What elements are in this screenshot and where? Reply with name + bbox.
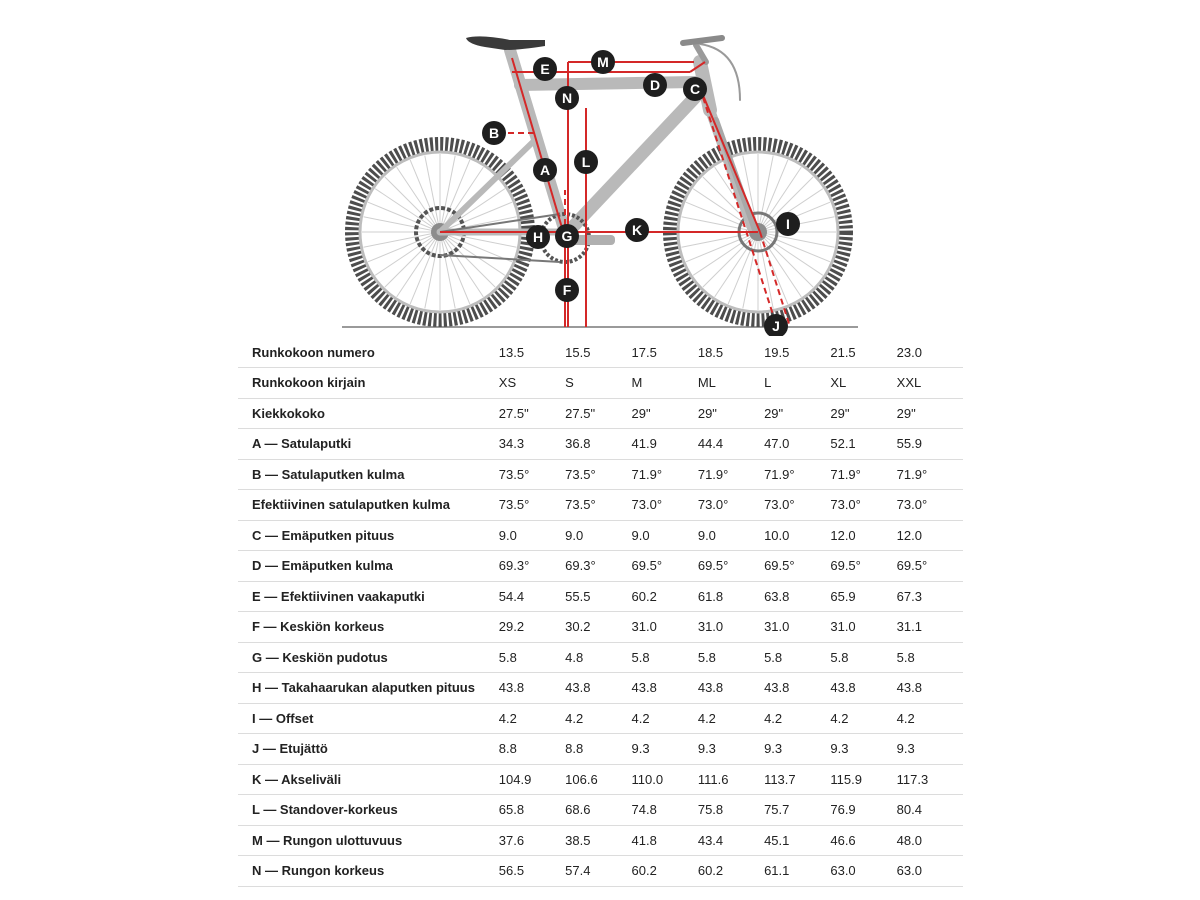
table-cell: 73.0°	[830, 490, 896, 521]
table-cell: 4.2	[632, 703, 698, 734]
table-row	[238, 825, 963, 856]
table-cell: 63.8	[764, 581, 830, 612]
row-label: F — Keskiön korkeus	[238, 612, 499, 643]
table-cell: 46.6	[830, 825, 896, 856]
table-cell: 73.5°	[565, 459, 631, 490]
table-cell: 43.4	[698, 825, 764, 856]
table-cell: 4.2	[698, 703, 764, 734]
svg-text:E: E	[540, 61, 550, 77]
row-label: Kiekkokoko	[238, 398, 499, 429]
row-label: H — Takahaarukan alaputken pituus	[238, 673, 499, 704]
table-cell: 63.0	[830, 856, 896, 887]
table-cell: 111.6	[698, 764, 764, 795]
table-cell: XL	[830, 368, 896, 399]
table-cell: 73.0°	[632, 490, 698, 521]
marker-i	[776, 212, 800, 236]
table-cell: 47.0	[764, 429, 830, 460]
marker-e	[533, 57, 557, 81]
table-cell: 68.6	[565, 795, 631, 826]
table-cell: XXL	[897, 368, 963, 399]
table-cell: 4.2	[499, 703, 565, 734]
table-cell: 75.8	[698, 795, 764, 826]
table-cell: 69.3°	[499, 551, 565, 582]
table-cell: 69.5°	[830, 551, 896, 582]
table-cell: 73.0°	[897, 490, 963, 521]
table-cell: 61.8	[698, 581, 764, 612]
row-label: K — Akseliväli	[238, 764, 499, 795]
row-label: J — Etujättö	[238, 734, 499, 765]
row-label: L — Standover-korkeus	[238, 795, 499, 826]
table-cell: 36.8	[565, 429, 631, 460]
table-cell: 9.3	[764, 734, 830, 765]
table-cell: 41.8	[632, 825, 698, 856]
svg-text:B: B	[488, 125, 500, 141]
table-cell: 38.5	[565, 825, 631, 856]
table-cell: 5.8	[897, 642, 963, 673]
table-row	[238, 551, 963, 582]
table-cell: 73.5°	[499, 459, 565, 490]
table-cell: 117.3	[897, 764, 963, 795]
table-cell: 69.5°	[764, 551, 830, 582]
table-cell: 23.0	[897, 337, 963, 368]
svg-text:M: M	[597, 54, 609, 70]
marker-n	[555, 86, 579, 110]
marker-l	[574, 150, 598, 174]
table-cell: 60.2	[632, 856, 698, 887]
table-cell: 9.0	[499, 520, 565, 551]
table-cell: 31.1	[897, 612, 963, 643]
table-cell: 5.8	[499, 642, 565, 673]
table-cell: 34.3	[499, 429, 565, 460]
row-label: Efektiivinen satulaputken kulma	[238, 490, 499, 521]
marker-k	[625, 218, 649, 242]
table-cell: 56.5	[499, 856, 565, 887]
table-cell: 104.9	[499, 764, 565, 795]
svg-text:N: N	[561, 90, 573, 106]
svg-text:G: G	[561, 228, 573, 244]
table-cell: 43.8	[764, 673, 830, 704]
marker-a	[533, 158, 557, 182]
table-cell: 106.6	[565, 764, 631, 795]
table-cell: 29"	[698, 398, 764, 429]
table-cell: 27.5"	[565, 398, 631, 429]
table-cell: 4.2	[764, 703, 830, 734]
table-cell: 75.7	[764, 795, 830, 826]
table-cell: 43.8	[830, 673, 896, 704]
svg-text:F: F	[562, 282, 572, 298]
bike-geometry-diagram	[0, 0, 1200, 336]
table-row	[238, 490, 963, 521]
table-cell: 9.3	[632, 734, 698, 765]
table-cell: 71.9°	[830, 459, 896, 490]
table-cell: 65.8	[499, 795, 565, 826]
marker-m	[591, 50, 615, 74]
svg-text:L: L	[581, 154, 591, 170]
svg-text:D: D	[649, 77, 661, 93]
svg-text:K: K	[631, 222, 643, 238]
table-cell: 12.0	[897, 520, 963, 551]
table-cell: 48.0	[897, 825, 963, 856]
table-cell: ML	[698, 368, 764, 399]
table-cell: 4.2	[830, 703, 896, 734]
row-label: G — Keskiön pudotus	[238, 642, 499, 673]
table-cell: 43.8	[499, 673, 565, 704]
marker-g	[555, 224, 579, 248]
table-cell: 29"	[897, 398, 963, 429]
table-cell: XS	[499, 368, 565, 399]
marker-h	[526, 225, 550, 249]
table-row	[238, 856, 963, 887]
table-cell: 9.0	[698, 520, 764, 551]
table-cell: 9.3	[830, 734, 896, 765]
table-cell: 43.8	[897, 673, 963, 704]
table-cell: 9.0	[565, 520, 631, 551]
table-cell: 52.1	[830, 429, 896, 460]
row-label: C — Emäputken pituus	[238, 520, 499, 551]
table-cell: 9.3	[897, 734, 963, 765]
table-cell: 43.8	[632, 673, 698, 704]
table-cell: 43.8	[565, 673, 631, 704]
table-cell: 55.9	[897, 429, 963, 460]
table-row	[238, 734, 963, 765]
table-row	[238, 703, 963, 734]
table-cell: 8.8	[565, 734, 631, 765]
table-cell: 10.0	[764, 520, 830, 551]
marker-c	[683, 77, 707, 101]
table-cell: 41.9	[632, 429, 698, 460]
table-row	[238, 673, 963, 704]
table-cell: 73.5°	[499, 490, 565, 521]
table-cell: 43.8	[698, 673, 764, 704]
svg-text:J: J	[772, 318, 780, 334]
table-cell: 31.0	[632, 612, 698, 643]
table-row	[238, 612, 963, 643]
table-cell: 4.2	[897, 703, 963, 734]
row-label: M — Rungon ulottuvuus	[238, 825, 499, 856]
table-cell: 55.5	[565, 581, 631, 612]
table-cell: 27.5"	[499, 398, 565, 429]
table-row	[238, 459, 963, 490]
svg-text:H: H	[532, 229, 544, 245]
table-cell: 69.5°	[698, 551, 764, 582]
table-cell: 8.8	[499, 734, 565, 765]
marker-d	[643, 73, 667, 97]
table-row	[238, 795, 963, 826]
row-label: D — Emäputken kulma	[238, 551, 499, 582]
table-cell: 80.4	[897, 795, 963, 826]
table-row	[238, 337, 963, 368]
row-label: N — Rungon korkeus	[238, 856, 499, 887]
table-cell: 4.8	[565, 642, 631, 673]
table-cell: 60.2	[632, 581, 698, 612]
table-cell: 37.6	[499, 825, 565, 856]
table-cell: 21.5	[830, 337, 896, 368]
table-cell: 73.0°	[698, 490, 764, 521]
table-cell: 74.8	[632, 795, 698, 826]
table-cell: 71.9°	[764, 459, 830, 490]
table-cell: 31.0	[764, 612, 830, 643]
table-cell: 13.5	[499, 337, 565, 368]
table-cell: 4.2	[565, 703, 631, 734]
table-cell: 9.0	[632, 520, 698, 551]
table-cell: 65.9	[830, 581, 896, 612]
table-cell: S	[565, 368, 631, 399]
saddle	[466, 36, 545, 50]
table-cell: 9.3	[698, 734, 764, 765]
table-cell: 45.1	[764, 825, 830, 856]
table-cell: 5.8	[632, 642, 698, 673]
marker-b	[482, 121, 506, 145]
table-cell: 15.5	[565, 337, 631, 368]
row-label: I — Offset	[238, 703, 499, 734]
row-label: Runkokoon numero	[238, 337, 499, 368]
table-cell: 69.5°	[897, 551, 963, 582]
table-cell: 71.9°	[632, 459, 698, 490]
table-cell: 71.9°	[897, 459, 963, 490]
table-cell: 5.8	[830, 642, 896, 673]
row-label: A — Satulaputki	[238, 429, 499, 460]
table-cell: 5.8	[698, 642, 764, 673]
table-cell: 69.3°	[565, 551, 631, 582]
table-cell: 18.5	[698, 337, 764, 368]
table-cell: M	[632, 368, 698, 399]
table-cell: 63.0	[897, 856, 963, 887]
row-label: B — Satulaputken kulma	[238, 459, 499, 490]
table-cell: 29.2	[499, 612, 565, 643]
svg-text:C: C	[689, 81, 701, 97]
table-cell: 71.9°	[698, 459, 764, 490]
table-cell: 30.2	[565, 612, 631, 643]
table-cell: 29"	[764, 398, 830, 429]
table-row	[238, 581, 963, 612]
table-cell: 44.4	[698, 429, 764, 460]
table-cell: 19.5	[764, 337, 830, 368]
svg-text:I: I	[786, 216, 790, 232]
table-cell: 29"	[830, 398, 896, 429]
table-cell: 61.1	[764, 856, 830, 887]
table-cell: 5.8	[764, 642, 830, 673]
table-row	[238, 398, 963, 429]
table-cell: 60.2	[698, 856, 764, 887]
table-cell: 110.0	[632, 764, 698, 795]
table-cell: 17.5	[632, 337, 698, 368]
table-cell: 69.5°	[632, 551, 698, 582]
table-cell: 113.7	[764, 764, 830, 795]
table-row	[238, 368, 963, 399]
svg-text:A: A	[539, 162, 551, 178]
table-cell: 67.3	[897, 581, 963, 612]
table-cell: L	[764, 368, 830, 399]
table-row	[238, 642, 963, 673]
table-row	[238, 764, 963, 795]
marker-f	[555, 278, 579, 302]
table-cell: 29"	[632, 398, 698, 429]
row-label: Runkokoon kirjain	[238, 368, 499, 399]
table-cell: 31.0	[830, 612, 896, 643]
geometry-table	[238, 337, 963, 887]
table-cell: 73.0°	[764, 490, 830, 521]
table-cell: 76.9	[830, 795, 896, 826]
table-cell: 12.0	[830, 520, 896, 551]
table-cell: 57.4	[565, 856, 631, 887]
table-row	[238, 520, 963, 551]
table-row	[238, 429, 963, 460]
table-cell: 115.9	[830, 764, 896, 795]
table-cell: 31.0	[698, 612, 764, 643]
table-cell: 54.4	[499, 581, 565, 612]
row-label: E — Efektiivinen vaakaputki	[238, 581, 499, 612]
table-cell: 73.5°	[565, 490, 631, 521]
